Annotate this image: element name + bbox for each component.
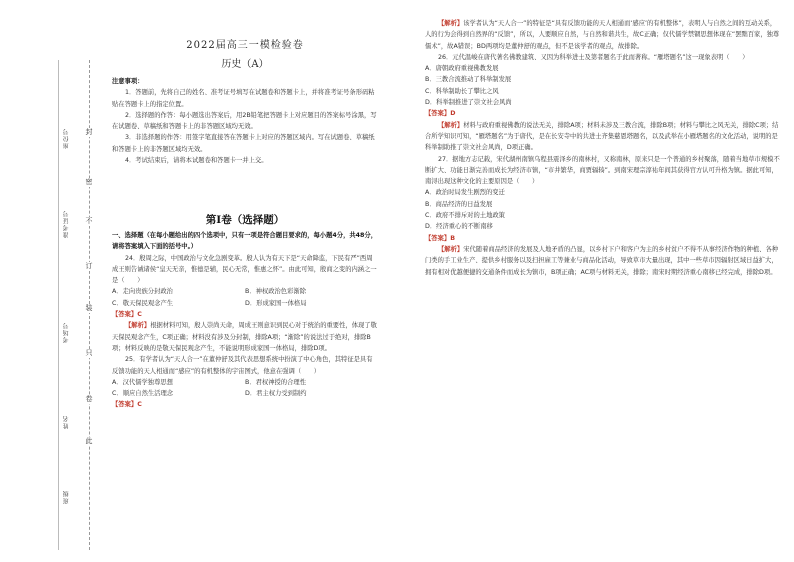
section-instruction: 一、选择题（在每小题给出的四个选项中，只有一项是符合题目要求的，每小题4分，共48分，请将答案填入下面的括号中。） [112,232,378,251]
binding-char: 不 [85,217,93,225]
question-24-analysis: 根据材料可知，殷人崇尚天命，周成王则意识到民心对于统治的重要性，体现了敬天保民观念产生，C项正确；材料没有涉及分封制，排除A项；“渐除”的说法过于绝对，排除B项；材料反映的是敬天保民观念产生，不能说明形成家国一体格局，排除D项。 [112,322,377,352]
option: D．经济重心的不断南移 [425,223,493,231]
question-26-answer: 【答案】D [425,110,456,118]
right-questions [425,18,782,278]
note-item: 2．选择题的作答：每小题选出答案后，用2B铅笔把答题卡上对应题目的答案标号涂黑，写在试题卷、草稿纸和答题卡上的非答题区域均无效。 [112,111,377,131]
question-24-stem: 24．殷周之际，中国政治与文化急剧变革。殷人认为有天下是“天命降监，下民有严”西周成王则告诫诸侯“皇天无亲，惟德是辅，民心无常，惟惠之怀”。由此可知，殷商之变的内涵之一是（ ） [112,254,377,285]
note-item: 1．答题前，先将自己的姓名、准考证号填写在试题卷和答题卡上，并将准考证号条形码粘贴在答题卡上的指定位置。 [112,89,375,108]
option: C．敬天保民观念产生 [112,299,174,307]
exam-room-label: 考场号 [63,322,70,343]
binding-line [58,60,59,550]
notes-block [112,76,378,166]
analysis-tag: 【解析】 [438,121,464,129]
binding-char: 装 [85,304,93,312]
question-25-analysis: 该学者认为“天人合一”的特征是“具有反馈功能的天人相通而‘感应’的有机整体”，表明人与自然之间的互动关系，人的行为会得到自然界的“反馈”，所以，人要顺应自然，与自然和谐共生，故C正确；仅代儒学禁锢思想体现在“罢黜百家，独尊儒术”，故A错误；BD两项均是董仲舒的观点，但不是该学者的观点，故排除。 [425,20,780,50]
section-title: 第Ⅰ卷（选择题） [205,214,285,226]
binding-char: 只 [85,349,93,357]
binding-char: 封 [85,128,93,136]
exam-subject: 历史（A） [221,59,269,70]
question-26-analysis: 材料与政府重视佛教的说法无关，排除A项；材料未涉及三教合流，排除B项；材料与攀比之风无关，排除C项；结合所学知识可知，“雁塔题名”为于唐代，是在长安寺中的共进士齐集慈恩塔题名，以及武举在小雁塔题名的文化活动，说明的是科举制助推了崇文社会风尚，D项正确。 [425,121,779,152]
exam-id-label: 准考证号 [63,210,70,238]
option: D．科举制推进了崇文社会风尚 [425,99,512,107]
option: B．君权神授的合理性 [245,378,306,386]
note-item: 4．考试结束后，请将本试题卷和答题卡一并上交。 [125,157,268,165]
option: D．形成家国一体格局 [245,299,307,307]
class-label: 班级 [63,490,70,504]
question-24-answer: 【答案】C [112,311,142,319]
option: A．汉代儒学独尊思想 [112,378,173,386]
option: B．三教合流推动了科举制发展 [425,76,512,84]
binding-char: 此 [85,437,93,445]
option: A．走向贵族分封政治 [112,288,173,296]
question-27-analysis: 宋代随着商品经济的发展及人地矛盾的凸显，以乡村下户和客户为主的乡村贫户不得不从事经济作物的种植、各种门类的手工业生产、提供乡村服务以及扫担雇工等兼业与商品化活动，导致草市大量出现，其中一些草市因辐射区域日益扩大，拥有相对优越便捷的交通条件而成长为镇市，B项正确；AC项与材料无关，排除；南宋时期经济重心南移已经完成，排除D项。 [425,245,779,276]
notes-heading: 注意事项： [112,78,144,85]
question-24-options [112,286,378,297]
option: C．政府不排斥对的土地政策 [425,212,505,220]
option: C．科举制助长了攀比之风 [425,87,499,95]
binding-strip [0,0,100,562]
question-27-stem: 27．据地方志记载，宋代湖州南镇乌程县震泽乡的南林村，又称南林，原来只是一个普通的乡村聚落，随着当地草市规模不断扩大、功能日渐完善而成长为经济市镇，“市井繁华，商贾辐辏”。到南宋理宗淳祐年间其获得官方认可升格为镇。据此可知，南浔出现这种文化的主要原因是（ ） [425,155,780,186]
question-25-answer: 【答案】C [112,401,142,409]
option: A．政治时局发生剧烈的变迁 [425,189,505,197]
option: D．君主权力受到制约 [245,390,307,398]
option: B．商品经济的日益发展 [425,200,493,208]
analysis-tag: 【解析】 [438,245,464,253]
question-24-options [112,298,378,309]
question-26-stem: 26．元代温峻在唐代著名佛教建筑、又因为科举进士及第者题名于此而著称。“雁塔题名”这一现象表明（ ） [438,53,749,61]
question-27-answer: 【答案】B [425,234,455,242]
option: C．顺应自然生活理念 [112,390,174,398]
left-questions [112,230,378,411]
analysis-tag: 【解析】 [125,322,151,330]
seat-number-label: 座位号 [63,128,70,149]
note-item: 3．非选择题的作答：用签字笔直接答在答题卡上对应的答题区域内。写在试题卷、草稿纸和答题卡上的非答题区域均无效。 [112,134,375,153]
exam-title: 2022届高三一模检验卷 [186,40,304,51]
option: B．神权政治色彩渐除 [245,288,306,296]
option: A．唐朝政府重视佛教发展 [425,65,499,73]
analysis-tag: 【解析】 [438,20,464,27]
question-25-options [112,377,378,388]
binding-char: 卷 [85,395,93,403]
binding-char: 订 [85,262,93,270]
name-label: 姓名 [63,415,70,429]
question-25-stem: 25．有学者认为“天人合一”在董仲舒及其代表思想系统中扮演了中心角色，其特征是具有反馈功能的天人相通而“感应”的有机整体的宇宙图式，他意在强调（ ） [112,356,373,375]
binding-char: 密 [85,178,93,186]
question-25-options [112,388,378,399]
